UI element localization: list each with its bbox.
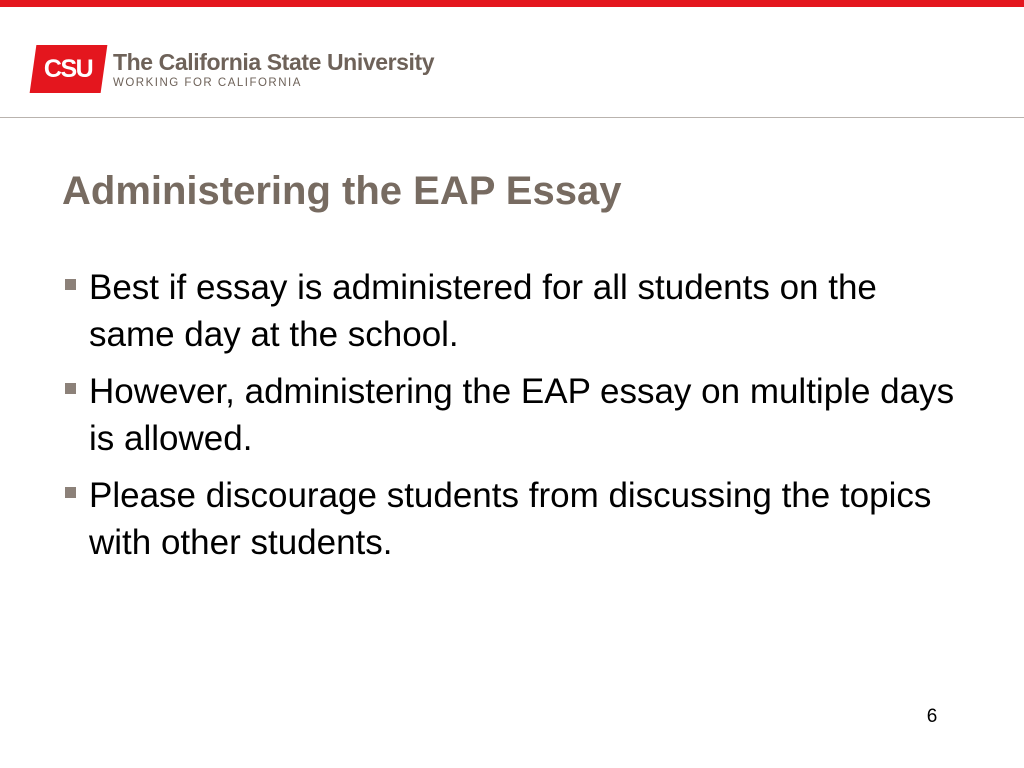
header-divider: [0, 117, 1024, 118]
bullet-list: [62, 264, 962, 576]
bullet-item: [62, 472, 962, 566]
csu-logo: [33, 45, 434, 93]
page-number: 6: [926, 706, 938, 727]
logo-tagline: WORKING FOR CALIFORNIA: [113, 76, 302, 89]
bullet-item: [62, 368, 962, 462]
bullet-text: Best if essay is administered for all students on the same day at the school.: [89, 268, 877, 354]
csu-logo-wordmark: [113, 45, 434, 93]
logo-name: The California State University: [113, 48, 435, 75]
bullet-item: [62, 264, 962, 358]
csu-logo-badge: [30, 45, 108, 93]
bullet-text: Please discourage students from discussing the topics with other students.: [89, 476, 932, 562]
square-bullet-icon: [65, 383, 76, 394]
slide-title: Administering the EAP Essay: [62, 169, 622, 213]
square-bullet-icon: [65, 487, 76, 498]
bullet-text: However, administering the EAP essay on multiple days is allowed.: [89, 372, 955, 458]
csu-logo-badge-text: CSU: [44, 54, 93, 83]
top-accent-bar: [0, 0, 1024, 7]
square-bullet-icon: [65, 279, 76, 290]
